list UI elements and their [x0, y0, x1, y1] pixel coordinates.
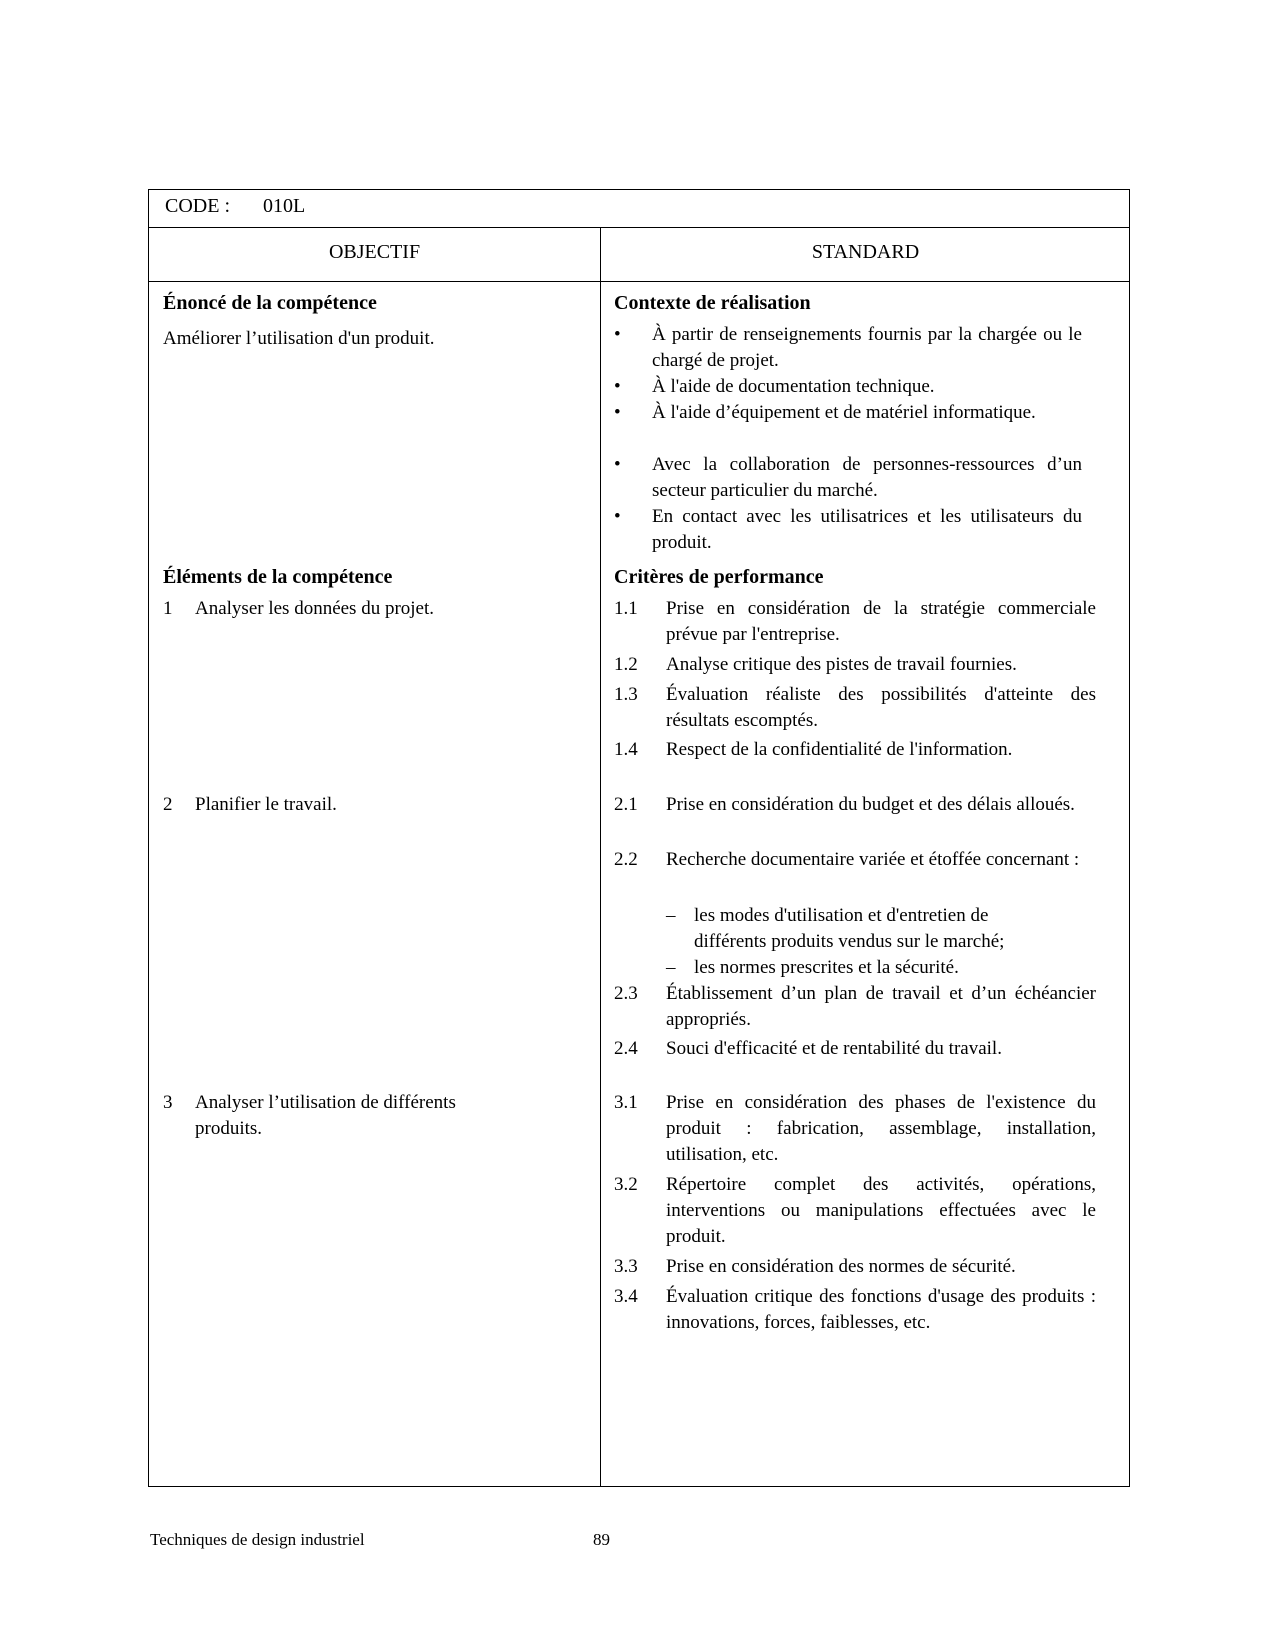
contexte-text: En contact avec les utilisatrices et les utilisateurs du produit. [652, 506, 1082, 553]
critere-text: Répertoire complet des activités, opérations, interventions ou manipulations effectuées avec le produit. [666, 1174, 1096, 1247]
code-text [165, 195, 305, 218]
critere-text: Évaluation critique des fonctions d'usage des produits : innovations, forces, faiblesses, etc. [666, 1286, 1096, 1333]
critere-text: Prise en considération du budget et des délais alloués. [666, 794, 1075, 815]
critere-text: Respect de la confidentialité de l'information. [666, 739, 1013, 760]
critere-text: Évaluation réaliste des possibilités d'atteinte des résultats escomptés. [666, 684, 1096, 731]
bullet-icon: • [614, 402, 621, 423]
elements-title: Éléments de la compétence [163, 566, 393, 588]
critere-number: 2.2 [614, 849, 638, 870]
element-text: Analyser les données du projet. [195, 598, 435, 619]
standard-column [614, 282, 1124, 1486]
critere-text: Établissement d’un plan de travail et d’un échéancier appropriés. [666, 983, 1096, 1030]
enonce-title: Énoncé de la compétence [163, 292, 377, 314]
competency-table [148, 189, 1130, 1487]
column-header-row [149, 228, 1129, 282]
code-value: 010L [263, 195, 306, 217]
critere-text: Prise en considération des phases de l'existence du produit : fabrication, assemblage, installation, utilisation, etc. [666, 1092, 1096, 1165]
critere-text: Recherche documentaire variée et étoffée concernant : [666, 849, 1080, 870]
dash-icon: – [666, 905, 676, 926]
critere-text: Souci d'efficacité et de rentabilité du travail. [666, 1038, 1002, 1059]
contexte-text: À partir de renseignements fournis par la chargée ou le chargé de projet. [652, 324, 1082, 371]
critere-number: 1.2 [614, 654, 638, 675]
contexte-title: Contexte de réalisation [614, 292, 811, 314]
critere-number: 1.1 [614, 598, 638, 619]
critere-text: Prise en considération des normes de sécurité. [666, 1256, 1016, 1277]
contexte-text: À l'aide d’équipement et de matériel informatique. [652, 402, 1036, 423]
objectif-column [163, 282, 593, 1486]
bullet-icon: • [614, 324, 621, 345]
element-number: 2 [163, 794, 173, 815]
contexte-text: Avec la collaboration de personnes-ressources d’un secteur particulier du marché. [652, 454, 1082, 501]
element-number: 1 [163, 598, 173, 619]
column-divider [600, 228, 601, 1486]
element-text: Planifier le travail. [195, 794, 337, 815]
footer-program: Techniques de design industriel [150, 1530, 365, 1549]
critere-number: 1.4 [614, 739, 638, 760]
critere-number: 3.4 [614, 1286, 638, 1307]
standard-header: STANDARD [811, 241, 920, 263]
element-text: Analyser l’utilisation de différents produits. [195, 1092, 456, 1139]
dash-icon: – [666, 957, 676, 978]
criteres-title: Critères de performance [614, 566, 824, 588]
code-label: CODE : [165, 195, 230, 217]
critere-text: Analyse critique des pistes de travail fournies. [666, 654, 1017, 675]
critere-text: Prise en considération de la stratégie commerciale prévue par l'entreprise. [666, 598, 1096, 645]
enonce-text: Améliorer l’utilisation d'un produit. [163, 328, 435, 349]
sub-text: les modes d'utilisation et d'entretien de différents produits vendus sur le marché; [694, 905, 1005, 952]
bullet-icon: • [614, 506, 621, 527]
sub-text: les normes prescrites et la sécurité. [694, 957, 959, 978]
critere-number: 2.3 [614, 983, 638, 1004]
footer-page-number: 89 [593, 1530, 610, 1549]
critere-number: 2.1 [614, 794, 638, 815]
critere-number: 3.1 [614, 1092, 638, 1113]
objectif-header: OBJECTIF [328, 241, 421, 263]
contexte-text: À l'aide de documentation technique. [652, 376, 935, 397]
critere-number: 2.4 [614, 1038, 638, 1059]
element-number: 3 [163, 1092, 173, 1113]
bullet-icon: • [614, 454, 621, 475]
critere-number: 3.2 [614, 1174, 638, 1195]
critere-number: 1.3 [614, 684, 638, 705]
critere-number: 3.3 [614, 1256, 638, 1277]
code-row [149, 190, 1129, 228]
bullet-icon: • [614, 376, 621, 397]
